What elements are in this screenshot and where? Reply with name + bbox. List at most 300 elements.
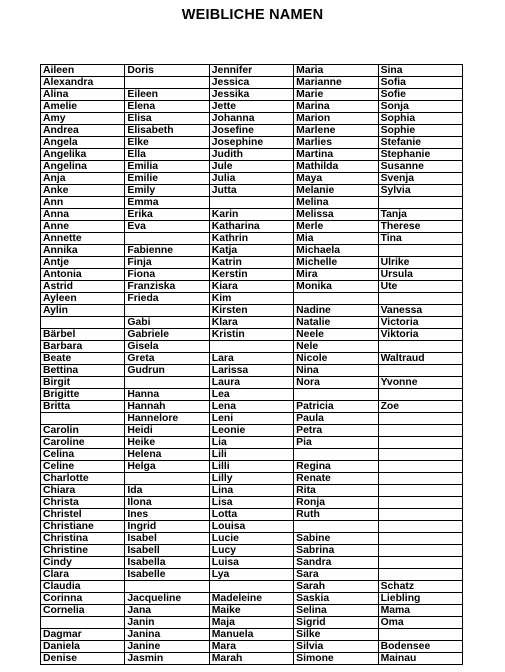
name-cell: Astrid [41, 281, 125, 293]
name-cell: Denise [41, 653, 125, 665]
name-cell [294, 293, 378, 305]
table-row [41, 125, 463, 137]
name-cell [378, 545, 462, 557]
table-row [41, 185, 463, 197]
name-cell: Leni [209, 413, 293, 425]
name-cell: Angelika [41, 149, 125, 161]
table-row [41, 281, 463, 293]
name-cell: Hannelore [125, 413, 209, 425]
name-cell: Sofie [378, 89, 462, 101]
name-cell: Caroline [41, 437, 125, 449]
table-row [41, 509, 463, 521]
table-row [41, 521, 463, 533]
name-cell: Sabrina [294, 545, 378, 557]
table-row [41, 353, 463, 365]
name-cell: Liebling [378, 593, 462, 605]
name-cell: Alina [41, 89, 125, 101]
name-cell: Isabelle [125, 569, 209, 581]
name-cell: Vanessa [378, 305, 462, 317]
name-cell: Nele [294, 341, 378, 353]
name-cell: Gabi [125, 317, 209, 329]
name-cell: Klara [209, 317, 293, 329]
name-cell: Eileen [125, 89, 209, 101]
name-cell [378, 425, 462, 437]
name-cell: Melina [294, 197, 378, 209]
name-cell: Lucie [209, 533, 293, 545]
name-cell: Sigrid [294, 617, 378, 629]
name-cell: Emily [125, 185, 209, 197]
name-cell [378, 533, 462, 545]
name-cell [294, 521, 378, 533]
name-cell: Michaela [294, 245, 378, 257]
table-row [41, 101, 463, 113]
name-cell: Mia [294, 233, 378, 245]
name-cell: Marah [209, 653, 293, 665]
name-cell: Petra [294, 425, 378, 437]
name-cell: Nora [294, 377, 378, 389]
name-cell: Lina [209, 485, 293, 497]
name-cell: Ayleen [41, 293, 125, 305]
table-row [41, 149, 463, 161]
name-cell: Marianne [294, 77, 378, 89]
name-cell: Antonia [41, 269, 125, 281]
name-cell: Antje [41, 257, 125, 269]
name-cell: Larissa [209, 365, 293, 377]
name-cell: Sofia [378, 77, 462, 89]
name-cell: Ilona [125, 497, 209, 509]
name-cell: Mathilda [294, 161, 378, 173]
table-row [41, 605, 463, 617]
table-row [41, 389, 463, 401]
table-row [41, 293, 463, 305]
name-cell: Jutta [209, 185, 293, 197]
name-cell: Ulrike [378, 257, 462, 269]
name-cell: Cornelia [41, 605, 125, 617]
name-cell [378, 473, 462, 485]
table-row [41, 341, 463, 353]
name-cell [125, 77, 209, 89]
name-cell: Victoria [378, 317, 462, 329]
table-row [41, 161, 463, 173]
name-cell: Silvia [294, 641, 378, 653]
name-cell: Maike [209, 605, 293, 617]
name-cell [294, 449, 378, 461]
table-row [41, 221, 463, 233]
table-row [41, 305, 463, 317]
name-cell [378, 293, 462, 305]
name-cell: Elisabeth [125, 125, 209, 137]
table-row [41, 461, 463, 473]
name-cell: Selina [294, 605, 378, 617]
name-cell: Kristin [209, 329, 293, 341]
name-cell: Stephanie [378, 149, 462, 161]
name-cell: Svenja [378, 173, 462, 185]
name-cell: Beate [41, 353, 125, 365]
name-cell: Jule [209, 161, 293, 173]
table-row [41, 89, 463, 101]
name-cell: Viktoria [378, 329, 462, 341]
name-cell: Michelle [294, 257, 378, 269]
names-table-body [41, 65, 463, 665]
name-cell: Madeleine [209, 593, 293, 605]
name-cell: Elisa [125, 113, 209, 125]
name-cell: Jette [209, 101, 293, 113]
name-cell: Janin [125, 617, 209, 629]
name-cell: Fabienne [125, 245, 209, 257]
name-cell: Annika [41, 245, 125, 257]
name-cell: Nicole [294, 353, 378, 365]
name-cell: Annette [41, 233, 125, 245]
name-cell: Christel [41, 509, 125, 521]
table-row [41, 437, 463, 449]
name-cell: Clara [41, 569, 125, 581]
name-cell [378, 461, 462, 473]
table-row [41, 425, 463, 437]
table-row [41, 485, 463, 497]
name-cell: Carolin [41, 425, 125, 437]
name-cell [125, 473, 209, 485]
name-cell: Marlene [294, 125, 378, 137]
table-row [41, 557, 463, 569]
name-cell: Hannah [125, 401, 209, 413]
name-cell: Sabine [294, 533, 378, 545]
name-cell: Kathrin [209, 233, 293, 245]
name-cell: Charlotte [41, 473, 125, 485]
table-row [41, 413, 463, 425]
name-cell: Katharina [209, 221, 293, 233]
name-cell: Karin [209, 209, 293, 221]
table-row [41, 365, 463, 377]
name-cell [209, 197, 293, 209]
name-cell: Bärbel [41, 329, 125, 341]
name-cell: Lena [209, 401, 293, 413]
name-cell: Saskia [294, 593, 378, 605]
table-row [41, 65, 463, 77]
name-cell: Mira [294, 269, 378, 281]
name-cell: Marina [294, 101, 378, 113]
name-cell: Lucy [209, 545, 293, 557]
name-cell: Sina [378, 65, 462, 77]
name-cell: Alexandra [41, 77, 125, 89]
name-cell: Fiona [125, 269, 209, 281]
name-cell [378, 509, 462, 521]
name-cell: Josephine [209, 137, 293, 149]
name-cell: Isabell [125, 545, 209, 557]
name-cell: Lara [209, 353, 293, 365]
name-cell [378, 557, 462, 569]
name-cell: Martina [294, 149, 378, 161]
name-cell: Ann [41, 197, 125, 209]
name-cell: Jennifer [209, 65, 293, 77]
name-cell: Kirsten [209, 305, 293, 317]
name-cell: Tanja [378, 209, 462, 221]
name-cell: Ingrid [125, 521, 209, 533]
name-cell: Marlies [294, 137, 378, 149]
table-row [41, 473, 463, 485]
name-cell: Sarah [294, 581, 378, 593]
table-row [41, 617, 463, 629]
name-cell: Jessica [209, 77, 293, 89]
name-cell [378, 413, 462, 425]
name-cell: Marie [294, 89, 378, 101]
name-cell [378, 365, 462, 377]
name-cell: Janine [125, 641, 209, 653]
name-cell [378, 449, 462, 461]
name-cell: Claudia [41, 581, 125, 593]
name-cell: Isabella [125, 557, 209, 569]
name-cell [125, 305, 209, 317]
name-cell: Neele [294, 329, 378, 341]
name-cell: Mainau [378, 653, 462, 665]
name-cell: Maya [294, 173, 378, 185]
name-cell: Simone [294, 653, 378, 665]
name-cell: Lisa [209, 497, 293, 509]
name-cell: Rita [294, 485, 378, 497]
name-cell: Lilli [209, 461, 293, 473]
table-row [41, 77, 463, 89]
table-row [41, 245, 463, 257]
name-cell [41, 617, 125, 629]
table-row [41, 233, 463, 245]
table-row [41, 581, 463, 593]
name-cell: Ruth [294, 509, 378, 521]
name-cell: Sara [294, 569, 378, 581]
table-row [41, 269, 463, 281]
name-cell: Elke [125, 137, 209, 149]
name-cell: Silke [294, 629, 378, 641]
name-cell: Frieda [125, 293, 209, 305]
name-cell [378, 341, 462, 353]
name-cell [125, 377, 209, 389]
name-cell: Nadine [294, 305, 378, 317]
name-cell [41, 413, 125, 425]
name-cell: Aylin [41, 305, 125, 317]
name-cell: Christiane [41, 521, 125, 533]
name-cell [125, 581, 209, 593]
name-cell: Paula [294, 413, 378, 425]
name-cell: Gabriele [125, 329, 209, 341]
table-row [41, 497, 463, 509]
name-cell: Erika [125, 209, 209, 221]
name-cell: Lotta [209, 509, 293, 521]
name-cell [378, 389, 462, 401]
name-cell: Christa [41, 497, 125, 509]
name-cell [378, 629, 462, 641]
name-cell: Emma [125, 197, 209, 209]
name-cell: Katja [209, 245, 293, 257]
name-cell: Mama [378, 605, 462, 617]
name-cell: Jessika [209, 89, 293, 101]
name-cell: Andrea [41, 125, 125, 137]
name-cell: Lili [209, 449, 293, 461]
name-cell: Angela [41, 137, 125, 149]
table-row [41, 533, 463, 545]
name-cell: Bettina [41, 365, 125, 377]
name-cell: Anne [41, 221, 125, 233]
name-cell: Aileen [41, 65, 125, 77]
name-cell: Julia [209, 173, 293, 185]
name-cell: Franziska [125, 281, 209, 293]
name-cell [378, 569, 462, 581]
name-cell: Bodensee [378, 641, 462, 653]
name-cell: Helga [125, 461, 209, 473]
name-cell: Marion [294, 113, 378, 125]
table-row [41, 197, 463, 209]
name-cell: Sophia [378, 113, 462, 125]
name-cell: Sonja [378, 101, 462, 113]
name-cell: Heidi [125, 425, 209, 437]
name-cell: Angelina [41, 161, 125, 173]
name-cell: Eva [125, 221, 209, 233]
table-row [41, 113, 463, 125]
table-row [41, 173, 463, 185]
name-cell: Maja [209, 617, 293, 629]
name-cell: Nina [294, 365, 378, 377]
name-cell: Schatz [378, 581, 462, 593]
page-title: WEIBLICHE NAMEN [181, 7, 324, 23]
name-cell: Anke [41, 185, 125, 197]
name-cell: Josefine [209, 125, 293, 137]
name-cell: Ines [125, 509, 209, 521]
name-cell: Finja [125, 257, 209, 269]
name-cell: Lya [209, 569, 293, 581]
name-cell: Lea [209, 389, 293, 401]
name-cell: Lia [209, 437, 293, 449]
name-cell: Britta [41, 401, 125, 413]
name-cell: Melissa [294, 209, 378, 221]
table-row [41, 377, 463, 389]
name-cell: Sandra [294, 557, 378, 569]
name-cell: Regina [294, 461, 378, 473]
name-cell [378, 497, 462, 509]
name-cell: Waltraud [378, 353, 462, 365]
name-cell: Natalie [294, 317, 378, 329]
name-cell: Katrin [209, 257, 293, 269]
name-cell: Isabel [125, 533, 209, 545]
name-cell: Greta [125, 353, 209, 365]
name-cell: Johanna [209, 113, 293, 125]
name-cell: Maria [294, 65, 378, 77]
name-cell: Cindy [41, 557, 125, 569]
name-cell: Celina [41, 449, 125, 461]
table-row [41, 401, 463, 413]
name-cell: Manuela [209, 629, 293, 641]
name-cell: Ute [378, 281, 462, 293]
name-cell: Jacqueline [125, 593, 209, 605]
table-row [41, 641, 463, 653]
name-cell: Ella [125, 149, 209, 161]
name-cell: Kim [209, 293, 293, 305]
name-cell: Emilia [125, 161, 209, 173]
name-cell: Stefanie [378, 137, 462, 149]
table-row [41, 569, 463, 581]
name-cell: Christina [41, 533, 125, 545]
name-cell: Emilie [125, 173, 209, 185]
table-row [41, 653, 463, 665]
name-cell: Louisa [209, 521, 293, 533]
name-cell: Jasmin [125, 653, 209, 665]
name-cell: Mara [209, 641, 293, 653]
name-cell: Helena [125, 449, 209, 461]
table-row [41, 317, 463, 329]
name-cell: Kiara [209, 281, 293, 293]
name-cell: Gudrun [125, 365, 209, 377]
name-cell: Hanna [125, 389, 209, 401]
name-cell: Leonie [209, 425, 293, 437]
name-cell [378, 437, 462, 449]
name-cell: Janina [125, 629, 209, 641]
name-cell: Kerstin [209, 269, 293, 281]
name-cell: Lilly [209, 473, 293, 485]
name-cell: Susanne [378, 161, 462, 173]
name-cell: Renate [294, 473, 378, 485]
name-cell [209, 341, 293, 353]
table-row [41, 545, 463, 557]
name-cell [209, 581, 293, 593]
table-row [41, 629, 463, 641]
table-row [41, 257, 463, 269]
name-cell: Ida [125, 485, 209, 497]
name-cell: Ronja [294, 497, 378, 509]
name-cell [378, 197, 462, 209]
name-cell [41, 317, 125, 329]
name-cell: Christine [41, 545, 125, 557]
name-cell: Therese [378, 221, 462, 233]
name-cell: Celine [41, 461, 125, 473]
name-cell: Patricia [294, 401, 378, 413]
name-cell: Tina [378, 233, 462, 245]
name-cell: Anja [41, 173, 125, 185]
table-row [41, 137, 463, 149]
name-cell [294, 389, 378, 401]
name-cell: Laura [209, 377, 293, 389]
name-cell: Elena [125, 101, 209, 113]
table-row [41, 449, 463, 461]
name-cell: Sophie [378, 125, 462, 137]
name-cell: Yvonne [378, 377, 462, 389]
name-cell: Heike [125, 437, 209, 449]
name-cell: Ursula [378, 269, 462, 281]
name-cell: Dagmar [41, 629, 125, 641]
table-row [41, 329, 463, 341]
name-cell: Merle [294, 221, 378, 233]
name-cell: Jana [125, 605, 209, 617]
name-cell: Luisa [209, 557, 293, 569]
name-cell [378, 485, 462, 497]
table-row [41, 209, 463, 221]
name-cell: Sylvia [378, 185, 462, 197]
name-cell: Amelie [41, 101, 125, 113]
names-table [40, 64, 463, 665]
name-cell: Birgit [41, 377, 125, 389]
name-cell: Daniela [41, 641, 125, 653]
name-cell: Doris [125, 65, 209, 77]
name-cell: Monika [294, 281, 378, 293]
name-cell: Zoe [378, 401, 462, 413]
name-cell: Amy [41, 113, 125, 125]
name-cell: Pia [294, 437, 378, 449]
name-cell: Melanie [294, 185, 378, 197]
name-cell: Judith [209, 149, 293, 161]
name-cell: Brigitte [41, 389, 125, 401]
name-cell: Oma [378, 617, 462, 629]
name-cell [125, 233, 209, 245]
name-cell [378, 521, 462, 533]
name-cell: Gisela [125, 341, 209, 353]
name-cell [378, 245, 462, 257]
name-cell: Barbara [41, 341, 125, 353]
table-row [41, 593, 463, 605]
